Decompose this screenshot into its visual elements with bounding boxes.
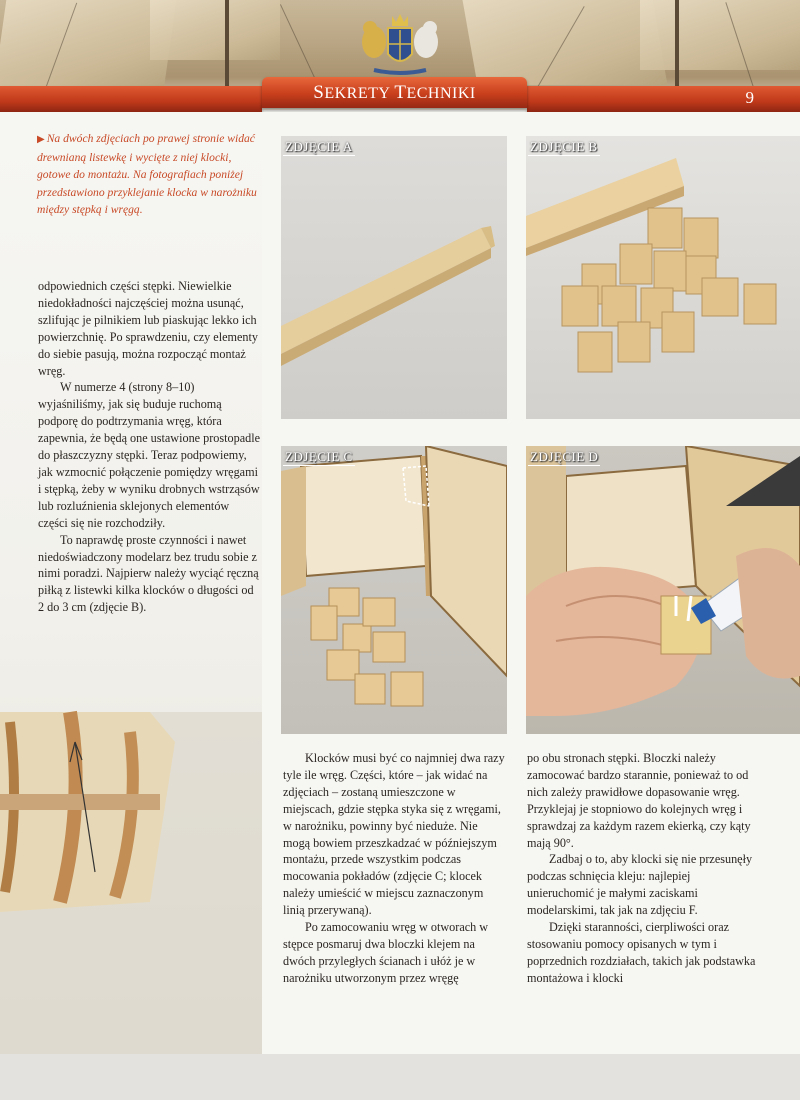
- section-title-word: EKRETY: [324, 85, 395, 102]
- photo-a-label: ZDJĘCIE A: [285, 139, 353, 154]
- gluing-block-image: [526, 446, 800, 734]
- wooden-blocks-image: [526, 136, 800, 419]
- wooden-strip-image: [281, 136, 507, 419]
- paragraph: Dzięki staranności, cierpliwości oraz stosowaniu pomocy opisanych w tym i poprzednich rozdziałach, takich jak podstawka montażowa i klocki: [527, 920, 756, 985]
- paragraph: Klocków musi być co najmniej dwa razy tyle ile wręg. Części, które – jak widać na zdjęciach – zostaną umieszczone w miejscach, gdzie stępka styka się z wręgami, w narożniku, powinny być nieduże. Nie mogą bowiem przeszkadzać w późniejszym montażu, przede wszystkim podczas mocowania pokładów (zdjęcie C; klocek należy umieścić w miejscu zaznaczonym linią przerywaną).: [283, 751, 505, 918]
- photo-b-label: ZDJĘCIE B: [530, 139, 598, 154]
- paragraph: odpowiednich części stępki. Niewielkie niedokładności najczęściej można usunąć, szlifując je pilnikiem lub piaskując lekko ich powierzchnię. Po sprawdzeniu, czy elementy do siebie pasują, można rozpocząć montaż wręg.: [38, 279, 258, 378]
- photo-a: [281, 136, 507, 419]
- section-title-initial: S: [313, 82, 325, 103]
- photo-c: [281, 446, 507, 734]
- royal-crest-icon: [340, 6, 460, 76]
- photo-d: [526, 446, 800, 734]
- section-title-tab: [262, 77, 527, 108]
- page-footer: [0, 1054, 800, 1100]
- paragraph: To naprawdę proste czynności i nawet niedoświadczony modelarz bez trudu sobie z nimi poradzi. Najpierw należy wyciąć ręczną piłką z listewki kilka klocków o długości od 2 do 3 cm (zdjęcie B).: [38, 532, 259, 615]
- text-column-right: [527, 750, 757, 987]
- paragraph: po obu stronach stępki. Bloczki należy zamocować bardzo starannie, ponieważ to od nich zależy prawidłowe dopasowanie wręg. Przyklejaj je stopniowo do kolejnych wręg i sprawdzaj za każdym razem ekierką, czy kąty mają 90°.: [527, 751, 751, 850]
- text-column-middle: [283, 750, 507, 987]
- section-title-initial: T: [394, 82, 407, 103]
- photo-b: [526, 136, 800, 419]
- section-title-word: ECHNIKI: [406, 85, 476, 102]
- sail-image: [150, 0, 280, 60]
- mast-image: [225, 0, 229, 90]
- photo-c-label: ZDJĘCIE C: [285, 449, 353, 464]
- caption-arrow-icon: ▶: [37, 134, 45, 145]
- paragraph: Po zamocowaniu wręg w otworach w stępce posmaruj dwa bloczki klejem na dwóch przyległych ścianach i ułóż je w narożniku utworzonym przez wręgę: [283, 920, 489, 985]
- text-column-left: [38, 278, 262, 616]
- sail-image: [463, 0, 668, 85]
- photo-caption: [37, 130, 259, 219]
- paragraph: W numerze 4 (strony 8–10) wyjaśniliśmy, jak się buduje ruchomą podporę do podtrzymania wręg, która zapewnia, że będą one ustawione prostopadle do płaszczyzny stępki. Teraz podpowiemy, jak wzmocnić połączenie pomiędzy wręgami i stępką, żeby w wyniku drobnych wstrząsów lub rozluźnienia sklejonych elementów części się nie rozchodziły.: [38, 380, 260, 530]
- photo-d-label: ZDJĘCIE D: [530, 449, 599, 464]
- keel-and-frame-image: [281, 446, 507, 734]
- header-band-left: [0, 86, 262, 112]
- page-number: 9: [745, 88, 754, 107]
- paragraph: Zadbaj o to, aby klocki się nie przesunęły podczas schnięcia kleju: najlepiej unieruchomić je małymi zaciskami modelarskimi, tak jak na zdjęciu F.: [527, 852, 753, 918]
- sail-image: [640, 0, 800, 70]
- caption-text: Na dwóch zdjęciach po prawej stronie widać drewnianą listewkę i wycięte z niej klocki, gotowe do montażu. Na fotografiach poniżej przedstawiono przyklejanie klocka w narożniku między stępką i wręgą.: [37, 132, 257, 217]
- mast-image: [675, 0, 679, 90]
- header-band-right: [527, 86, 800, 112]
